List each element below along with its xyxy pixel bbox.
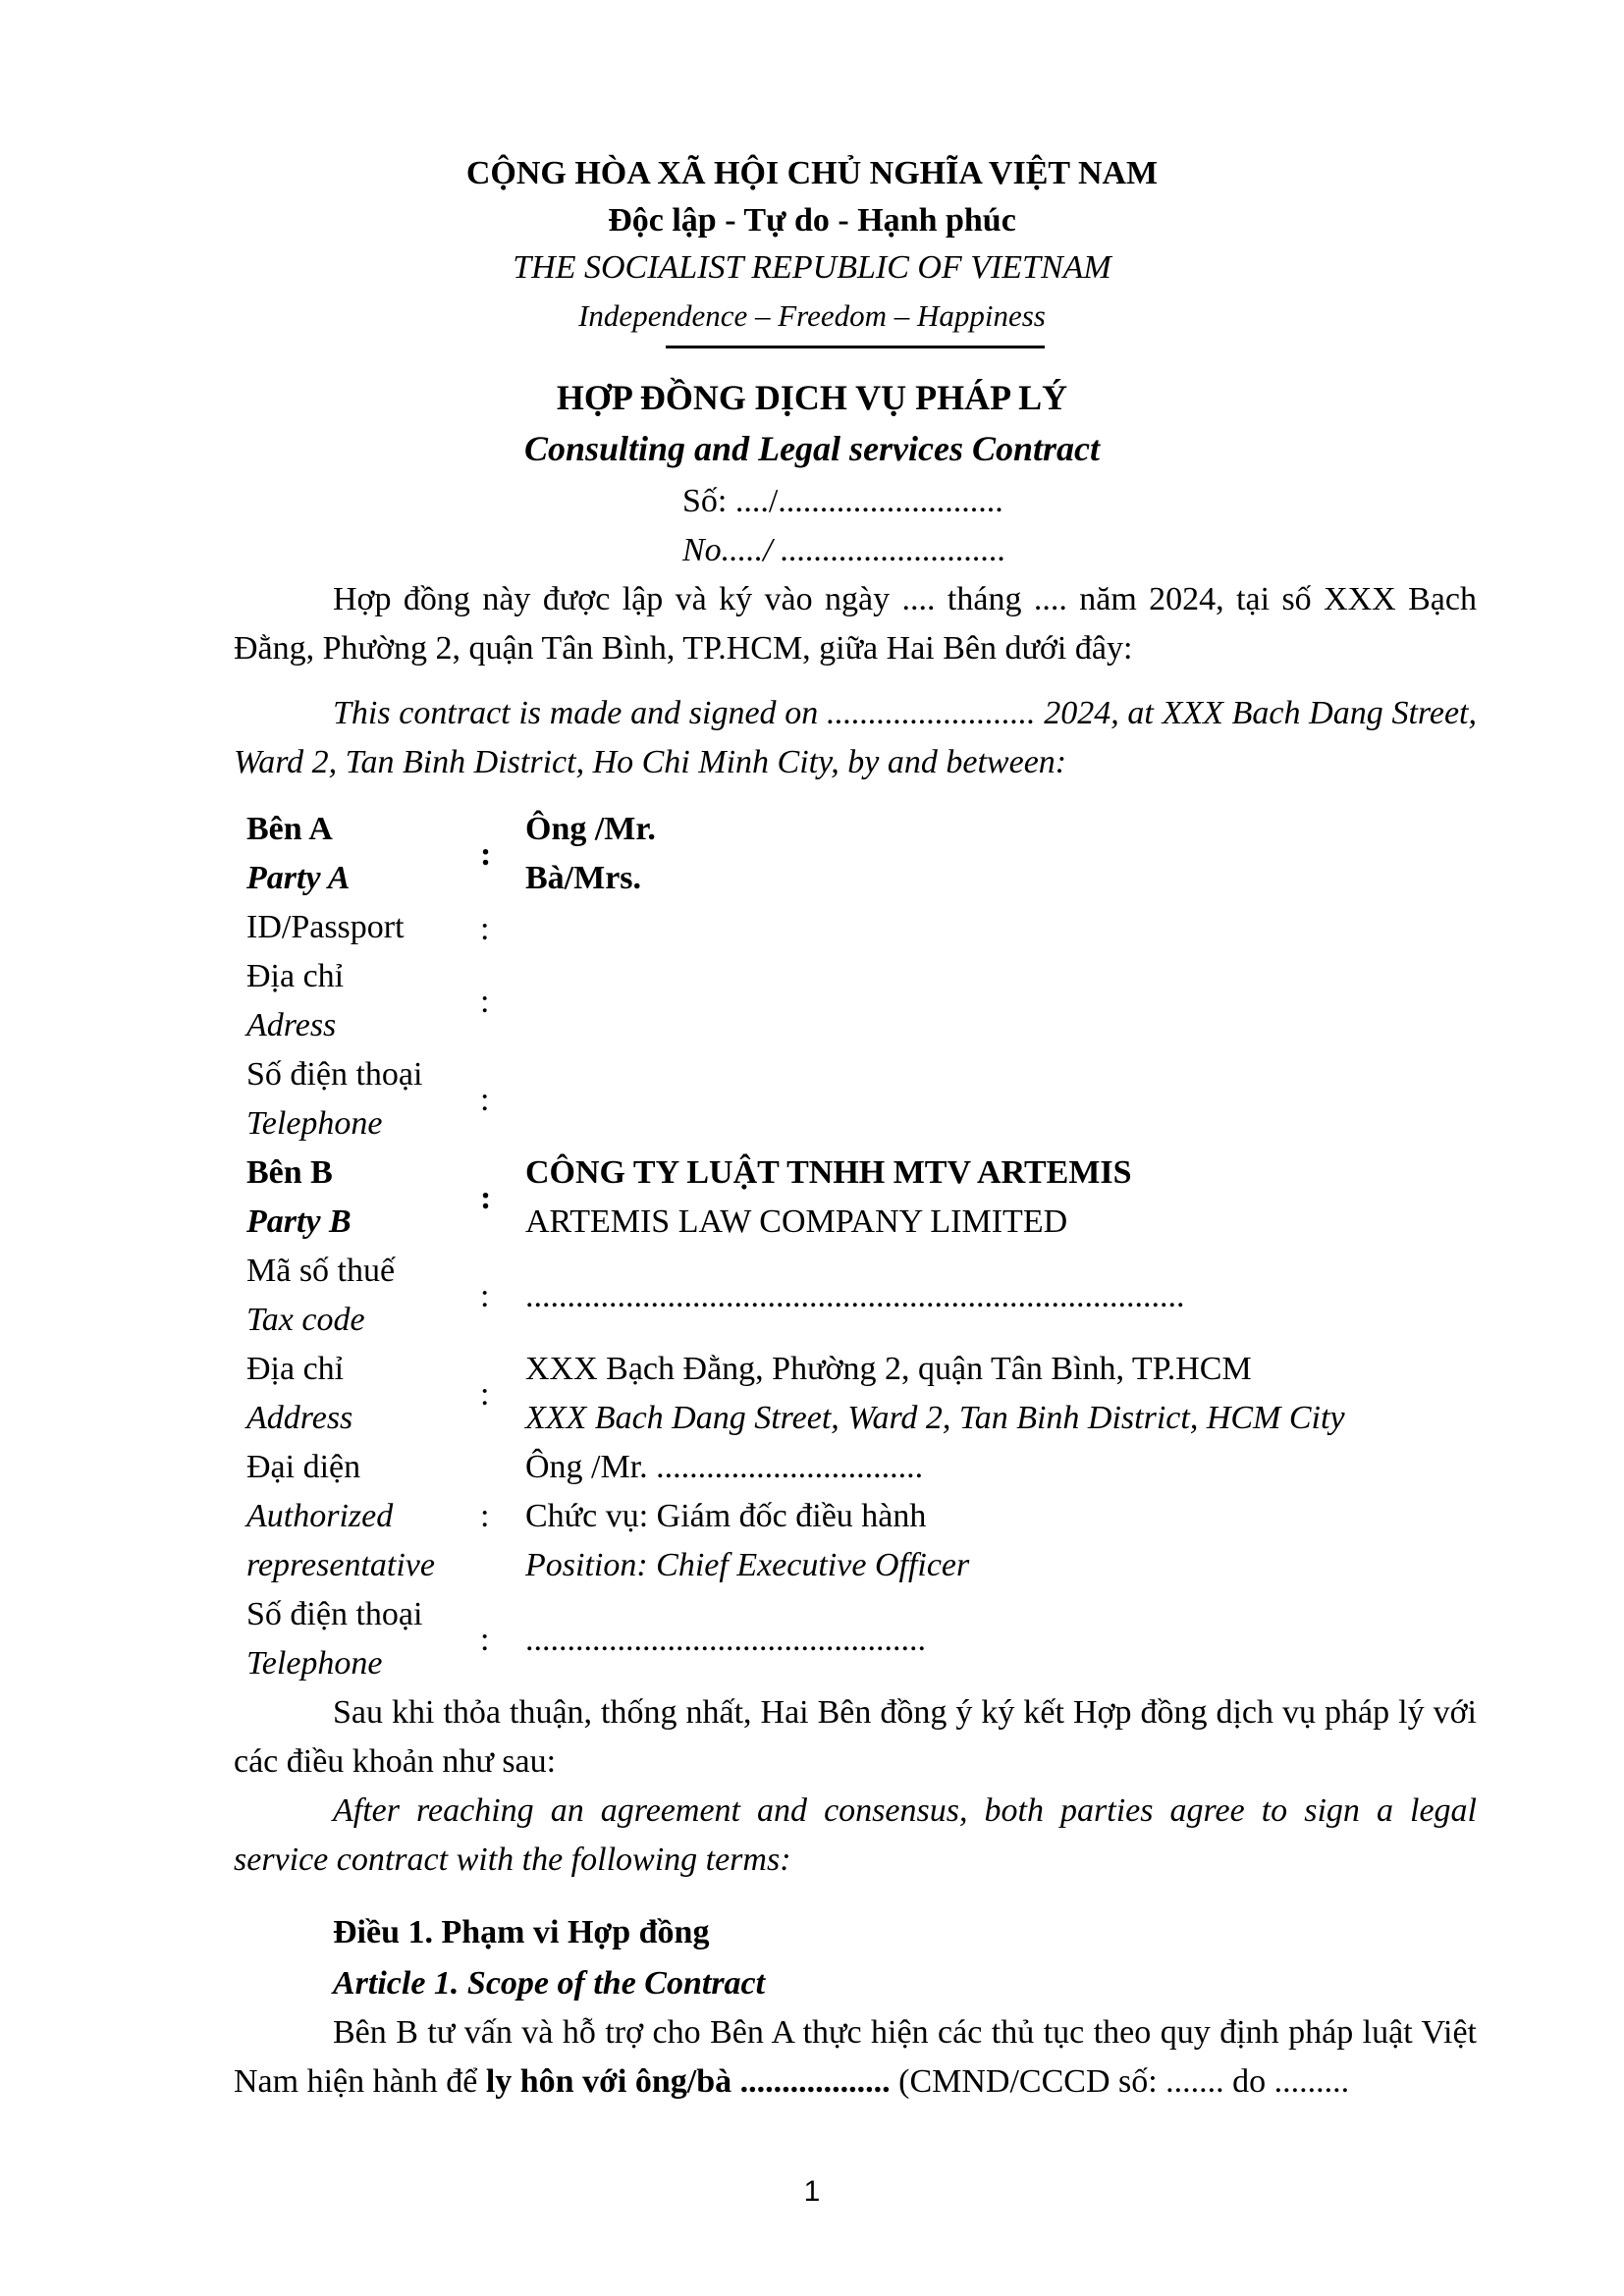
party-b-phone-label-en: Telephone [246, 1645, 383, 1682]
party-b-phone-label-vi: Số điện thoại [246, 1596, 423, 1632]
article-1-body-end: (CMND/CCCD số: ....... do ......... [890, 2063, 1350, 2100]
party-b-colon: : [480, 1180, 492, 1216]
party-b-address-label-en: Address [246, 1400, 353, 1436]
article-1-heading-en: Article 1. Scope of the Contract [333, 1965, 766, 2002]
party-b-label-en: Party B [246, 1203, 352, 1240]
party-a-address-label-vi: Địa chỉ [246, 958, 345, 994]
party-a-phone-label-en: Telephone [246, 1105, 383, 1142]
intro-paragraph-en: This contract is made and signed on ......................... 2024, at XXX Bach Dang Street, Ward 2, Tan Binh District, Ho Chi Minh City, by and between: [234, 695, 1477, 780]
party-a-id-label: ID/Passport [246, 909, 405, 945]
party-b-rep-label-vi: Đại diện [246, 1449, 361, 1485]
motto-vi: Độc lập - Tự do - Hạnh phúc [608, 202, 1016, 239]
contract-title-en: Consulting and Legal services Contract [523, 429, 1101, 468]
article-1-body-bold: ly hôn với ông/bà .................. [485, 2063, 891, 2100]
agreement-paragraph-vi: Sau khi thỏa thuận, thống nhất, Hai Bên đồng ý ký kết Hợp đồng dịch vụ pháp lý với các điều khoản như sau: [234, 1694, 1477, 1780]
agreement-paragraph-en: After reaching an agreement and consensus, both parties agree to sign a legal service contract with the following terms: [234, 1792, 1477, 1878]
party-b-tax-label-en: Tax code [246, 1302, 365, 1338]
party-a-phone-colon: : [480, 1082, 490, 1118]
party-b-tax-value: ............................................................................... [525, 1278, 1185, 1314]
party-b-tax-label-vi: Mã số thuế [246, 1253, 396, 1289]
party-b-address-colon: : [480, 1376, 490, 1413]
party-b-phone-value: ................................................ [525, 1622, 926, 1658]
party-b-rep-label-en-1: Authorized [246, 1498, 394, 1534]
article-1-body-start: Bên B tư vấn và hỗ trợ cho Bên A thực hiện các thủ tục theo quy định pháp luật Việt Nam hiện hành để [234, 2014, 1477, 2100]
party-b-rep-label-en-2: representative [246, 1547, 435, 1583]
article-1-body [234, 2008, 1477, 2107]
party-a-address-label-en: Adress [246, 1007, 337, 1043]
party-a-mr: Ông /Mr. [525, 811, 656, 847]
party-b-address-vi: XXX Bạch Đằng, Phường 2, quận Tân Bình, TP.HCM [525, 1351, 1252, 1387]
article-1-heading-vi: Điều 1. Phạm vi Hợp đồng [333, 1914, 710, 1950]
party-b-tax-colon: : [480, 1278, 490, 1314]
party-a-label-vi: Bên A [246, 811, 333, 847]
party-b-address-en: XXX Bach Dang Street, Ward 2, Tan Binh District, HCM City [525, 1400, 1345, 1436]
party-b-name-en: ARTEMIS LAW COMPANY LIMITED [525, 1203, 1068, 1240]
party-a-id-colon: : [480, 911, 490, 947]
party-b-rep-position-en: Position: Chief Executive Officer [525, 1547, 970, 1583]
party-b-address-label-vi: Địa chỉ [246, 1351, 345, 1387]
party-b-phone-colon: : [480, 1622, 490, 1658]
party-b-rep-colon: : [480, 1498, 490, 1534]
contract-number-vi: Số: ..../........................... [682, 483, 1003, 519]
party-a-label-en: Party A [246, 860, 351, 896]
party-a-phone-label-vi: Số điện thoại [246, 1056, 423, 1093]
nation-name-en: THE SOCIALIST REPUBLIC OF VIETNAM [513, 249, 1111, 286]
contract-number-en: No...../ ........................... [682, 532, 1006, 568]
page-number: 1 [803, 2175, 821, 2208]
nation-name-vi: CỘNG HÒA XÃ HỘI CHỦ NGHĨA VIỆT NAM [465, 155, 1159, 191]
motto-en: Independence – Freedom – Happiness [578, 298, 1046, 333]
header-divider [666, 346, 1045, 348]
party-b-label-vi: Bên B [246, 1154, 333, 1191]
contract-title-vi: HỢP ĐỒNG DỊCH VỤ PHÁP LÝ [556, 378, 1068, 417]
party-a-colon: : [480, 836, 492, 873]
party-b-rep-name: Ông /Mr. ................................ [525, 1449, 924, 1485]
party-a-address-colon: : [480, 984, 490, 1020]
intro-paragraph-vi: Hợp đồng này được lập và ký vào ngày .... tháng .... năm 2024, tại số XXX Bạch Đằng, Phường 2, quận Tân Bình, TP.HCM, giữa Hai Bên dưới đây: [234, 581, 1477, 667]
party-a-mrs: Bà/Mrs. [525, 860, 642, 896]
party-b-name-vi: CÔNG TY LUẬT TNHH MTV ARTEMIS [525, 1154, 1132, 1191]
party-b-rep-position-vi: Chức vụ: Giám đốc điều hành [525, 1498, 927, 1534]
